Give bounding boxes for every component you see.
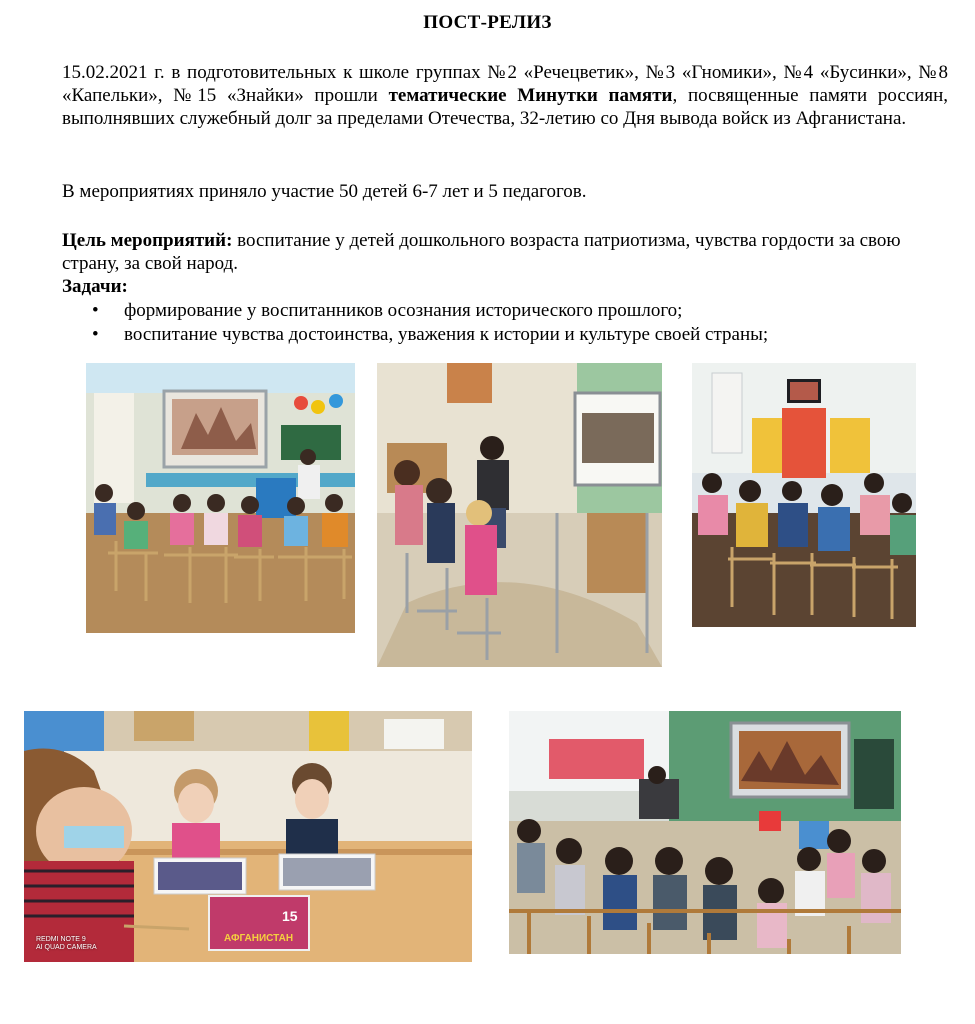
camera-tag-line1: REDMI NOTE 9 [36, 936, 86, 943]
bullet-icon: • [92, 324, 99, 345]
intro-text-1: 15.02.2021 г. в подготовительных к школе группах №2 «Речецветик», №3 «Гномики», №4 «Бусинки», №8 «Капельки», №15 «Знайки» прошли [62, 62, 948, 106]
page-title: ПОСТ-РЕЛИЗ [423, 12, 552, 33]
poster-word: АФГАНИСТАН [224, 933, 294, 944]
camera-tag-line2: AI QUAD CAMERA [36, 944, 97, 951]
list-item [62, 323, 948, 347]
goal-paragraph [62, 229, 948, 275]
photo-children-tv [692, 363, 916, 627]
photo-presentation-screen [509, 711, 901, 954]
intro-bold-text: тематические Минутки памяти [388, 85, 673, 106]
task-text: формирование у воспитанников осознания исторического прошлого; [124, 300, 683, 321]
poster-number: 15 [282, 908, 298, 924]
intro-text-2: , посвященные памяти россиян, выполнявших служебный долг за пределами Отечества, 32-летию со Дня вывода войск из Афганистана. [62, 85, 949, 129]
intro-paragraph [62, 61, 948, 130]
task-text: воспитание чувства достоинства, уважения к истории и культуре своей страны; [124, 324, 769, 345]
tasks-heading: Задачи: [62, 276, 128, 297]
photo-teacher-board [377, 363, 662, 667]
tasks-list [62, 299, 948, 347]
photo-table-posters [24, 711, 472, 962]
bullet-icon: • [92, 300, 99, 321]
participants-paragraph: В мероприятиях приняло участие 50 детей 6-7 лет и 5 педагогов. [62, 181, 587, 202]
goal-label: Цель мероприятий: [62, 230, 233, 251]
list-item [62, 299, 948, 323]
goal-text: воспитание у детей дошкольного возраста патриотизма, чувства гордости за свою страну, за свой народ. [62, 230, 901, 274]
camera-watermark [36, 936, 97, 952]
photo-classroom-whiteboard [86, 363, 355, 633]
